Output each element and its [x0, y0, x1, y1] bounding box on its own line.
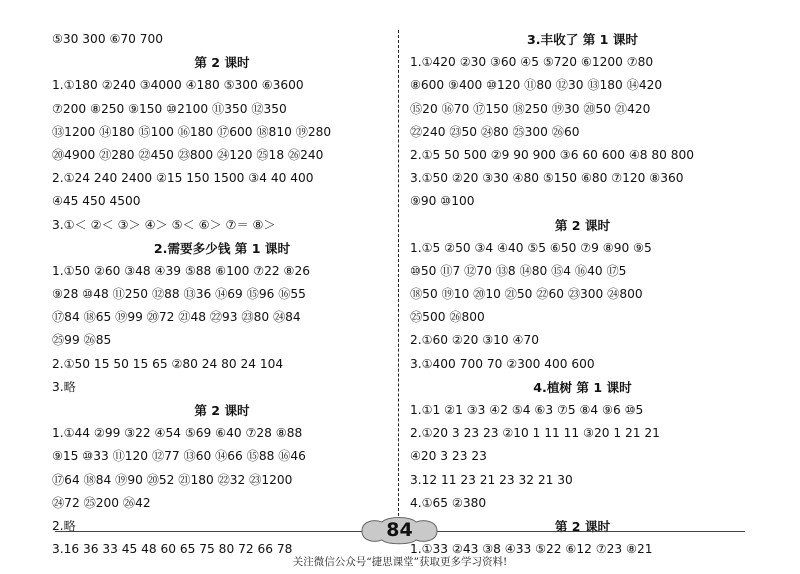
page-number-badge: [352, 515, 447, 545]
column-divider: [398, 30, 399, 516]
answer-line: ⑱50 ⑲10 ⑳10 ㉑50 ㉒60 ㉓300 ㉔800: [410, 287, 643, 302]
answer-line: 3.①＜ ②＜ ③＞ ④＞ ⑤＜ ⑥＞ ⑦＝ ⑧＞: [52, 217, 276, 232]
section-heading: 4.植树 第 1 课时: [533, 379, 632, 395]
answer-line: ⑨15 ⑩33 ⑪120 ⑫77 ⑬60 ⑭66 ⑮88 ⑯46: [52, 449, 306, 464]
answer-line: ⑰84 ⑱65 ⑲99 ⑳72 ㉑48 ㉒93 ㉓80 ㉔84: [52, 310, 301, 325]
answer-line: ⑦200 ⑧250 ⑨150 ⑩2100 ⑪350 ⑫350: [52, 101, 287, 116]
answer-line: 1.①33 ②43 ③8 ④33 ⑤22 ⑥12 ⑦23 ⑧21: [410, 542, 653, 557]
answer-line: ㉒240 ㉓50 ㉔80 ㉕300 ㉖60: [410, 124, 580, 139]
section-heading: 3.丰收了 第 1 课时: [526, 32, 639, 47]
answer-line: 2.①24 240 2400 ②15 150 1500 ③4 40 400: [52, 171, 314, 186]
answer-line: 2.①60 ②20 ③10 ④70: [410, 333, 539, 348]
answer-line: ⑧600 ⑨400 ⑩120 ⑪80 ⑫30 ⑬180 ⑭420: [410, 78, 663, 93]
answer-line: 1.①180 ②240 ③4000 ④180 ⑤300 ⑥3600: [52, 78, 304, 93]
answer-line: 1.①1 ②1 ③3 ④2 ⑤4 ⑥3 ⑦5 ⑧4 ⑨6 ⑩5: [410, 403, 644, 417]
page-number: 84: [386, 519, 413, 541]
answer-line: ㉕99 ㉖85: [52, 333, 112, 348]
answer-line: 1.①5 ②50 ③4 ④40 ⑤5 ⑥50 ⑦9 ⑧90 ⑨5: [410, 240, 652, 255]
answer-line: ⑮20 ⑯70 ⑰150 ⑱250 ⑲30 ⑳50 ㉑420: [410, 101, 651, 116]
footer-promo-text: 关注微信公众号“捷思课堂”获取更多学习资料!: [292, 556, 508, 568]
answer-line: ④45 450 4500: [52, 194, 141, 209]
answer-line: ㉔72 ㉕200 ㉖42: [52, 495, 151, 510]
answer-line: ⑩50 ⑪7 ⑫70 ⑬8 ⑭80 ⑮4 ⑯40 ⑰5: [410, 263, 627, 278]
answer-line: 4.①65 ②380: [410, 495, 487, 510]
answer-line: ⑨90 ⑩100: [410, 194, 475, 209]
answer-line: ⑳4900 ㉑280 ㉒450 ㉓800 ㉔120 ㉕18 ㉖240: [52, 147, 324, 162]
answer-line: ㉕500 ㉖800: [410, 310, 485, 325]
answer-line: 1.①420 ②30 ③60 ④5 ⑤720 ⑥1200 ⑦80: [410, 55, 654, 70]
answer-line: 3.①400 700 70 ②300 400 600: [410, 356, 595, 371]
answer-line: ⑬1200 ⑭180 ⑮100 ⑯180 ⑰600 ⑱810 ⑲280: [52, 124, 332, 139]
right-answer-column: [410, 28, 755, 561]
answer-line: 1.①50 ②60 ③48 ④39 ⑤88 ⑥100 ⑦22 ⑧26: [52, 263, 310, 278]
answer-line: 2.①5 50 500 ②9 90 900 ③6 60 600 ④8 80 800: [410, 147, 695, 162]
section-heading: 第 2 课时: [194, 55, 250, 71]
answer-line: ⑰64 ⑱84 ⑲90 ⑳52 ㉑180 ㉒32 ㉓1200: [52, 472, 293, 487]
answer-line: 3.①50 ②20 ③30 ④80 ⑤150 ⑥80 ⑦120 ⑧360: [410, 171, 684, 186]
section-heading: 第 2 课时: [554, 518, 611, 534]
section-heading: 第 2 课时: [554, 217, 611, 233]
left-answer-column: [52, 28, 392, 561]
answer-line: 3.略: [52, 379, 76, 394]
section-heading: 第 2 课时: [194, 403, 250, 418]
answer-line: 1.①44 ②99 ③22 ④54 ⑤69 ⑥40 ⑦28 ⑧88: [52, 426, 303, 441]
answer-line: ⑨28 ⑩48 ⑪250 ⑫88 ⑬36 ⑭69 ⑮96 ⑯55: [52, 287, 306, 302]
answer-line: 3.12 11 23 21 23 32 21 30: [410, 472, 573, 487]
answer-line: 2.略: [52, 518, 76, 533]
answer-line: ⑤30 300 ⑥70 700: [52, 32, 164, 46]
section-heading: 2.需要多少钱 第 1 课时: [153, 240, 291, 256]
answer-line: 2.①20 3 23 23 ②10 1 11 11 ③20 1 21 21: [410, 426, 660, 441]
answer-line: ④20 3 23 23: [410, 449, 487, 464]
answer-line: 3.16 36 33 45 48 60 65 75 80 72 66 78: [52, 542, 293, 557]
answer-line: 2.①50 15 50 15 65 ②80 24 80 24 104: [52, 356, 284, 371]
